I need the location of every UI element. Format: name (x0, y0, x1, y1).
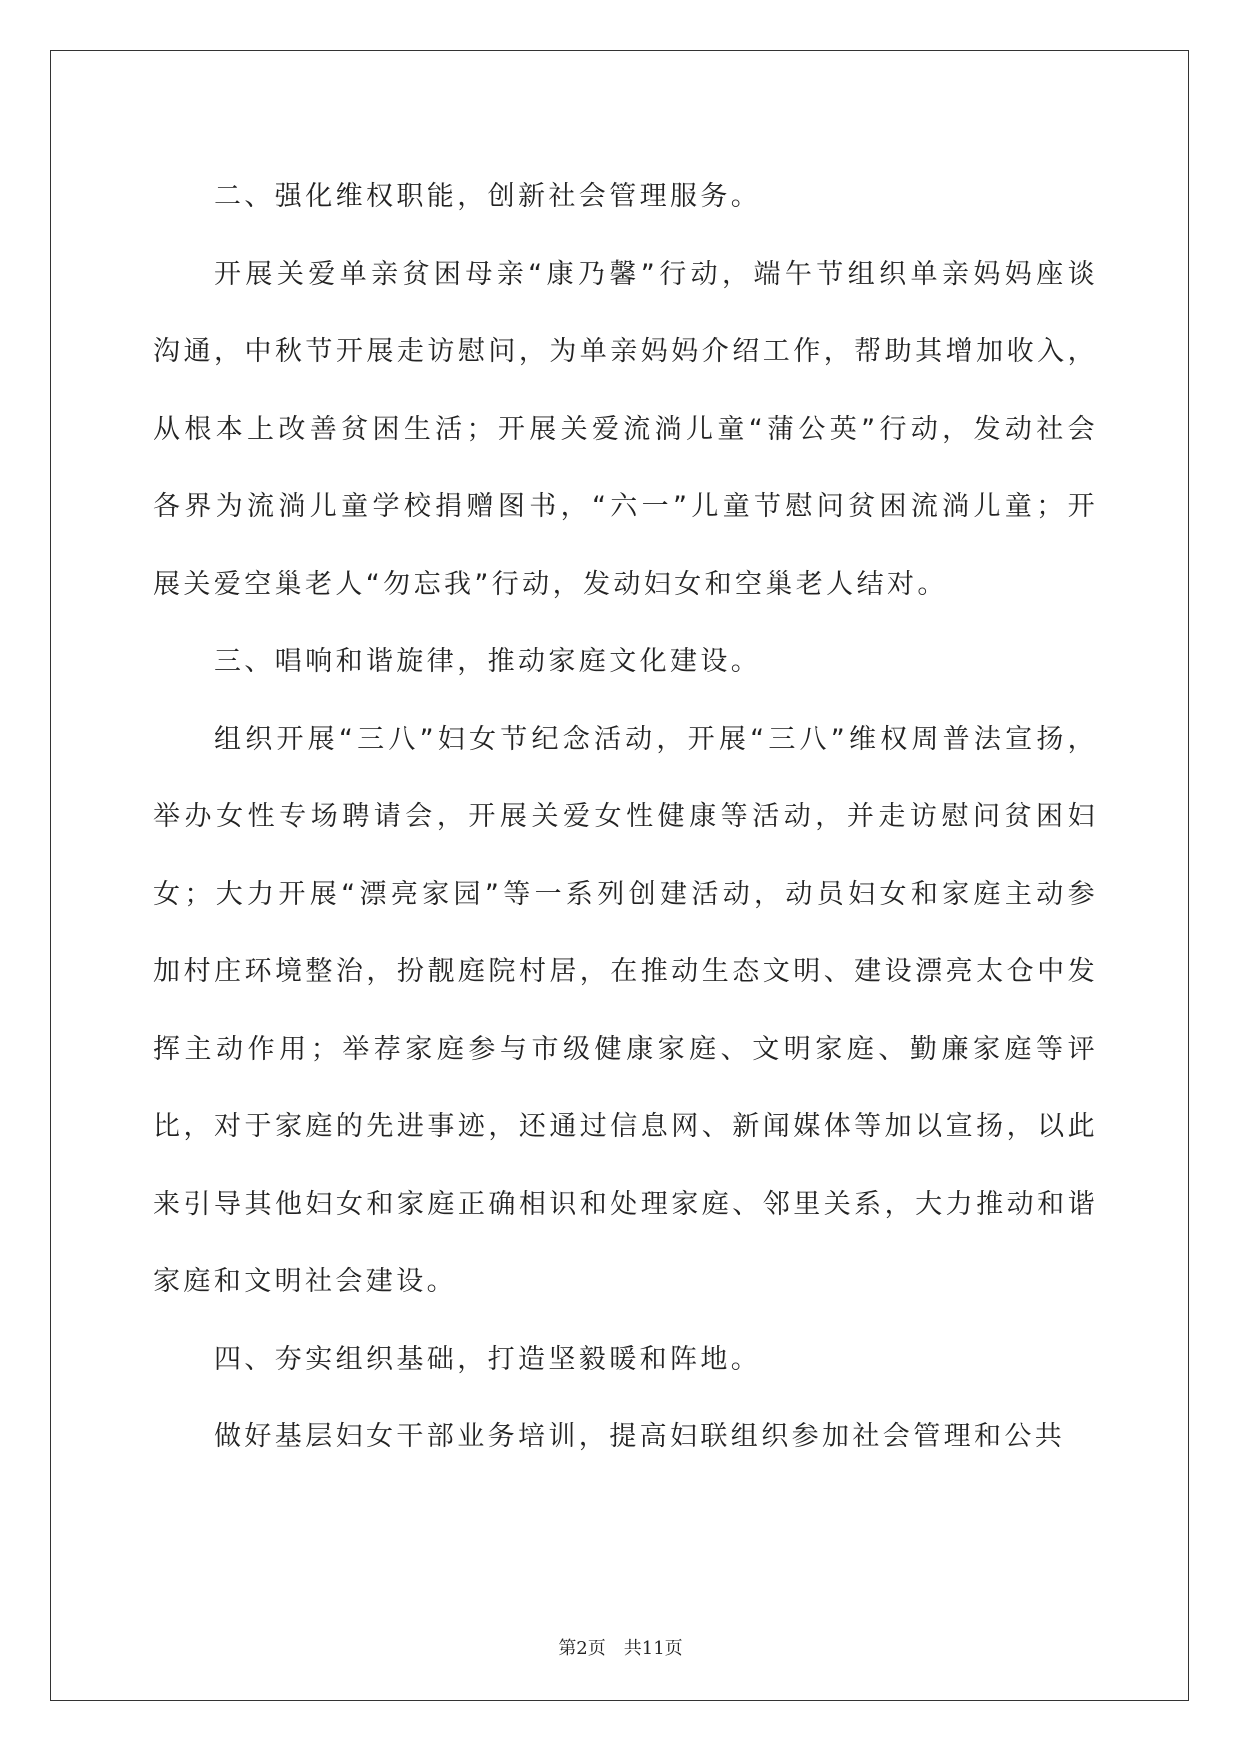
page-footer (0, 1634, 1241, 1660)
section-heading-2: 二、强化维权职能，创新社会管理服务。 (214, 181, 762, 212)
paragraph: 做好基层妇女干部业务培训，提高妇联组织参加社会管理和公共 (214, 1421, 1066, 1452)
section-heading-4: 四、夯实组织基础，打造坚毅暖和阵地。 (214, 1343, 762, 1375)
section-heading-3: 三、唱响和谐旋律，推动家庭文化建设。 (214, 646, 762, 677)
paragraph: 组织开展“三八”妇女节纪念活动，开展“三八”维权周普法宣扬，举办女性专场聘请会，开展关爱女性健康等活动，并走访慰问贫困妇女；大力开展“漂亮家园”等一系列创建活动，动员妇女和家庭主动参加村庄环境整治，扮靓庭院村居，在推动生态文明、建设漂亮太仓中发挥主动作用；举荐家庭参与市级健康家庭、文明家庭、勤廉家庭等评比，对于家庭的先进事迹，还通过信息网、新闻媒体等加以宣扬，以此来引导其他妇女和家庭正确相识和处理家庭、邻里关系，大力推动和谐家庭和文明社会建设。 (153, 723, 1098, 1297)
document-body (153, 158, 1098, 1476)
page-total: 共11页 (623, 1638, 683, 1659)
page-number: 第2页 (558, 1638, 606, 1659)
paragraph: 开展关爱单亲贫困母亲“康乃馨”行动，端午节组织单亲妈妈座谈沟通，中秋节开展走访慰问，为单亲妈妈介绍工作，帮助其增加收入，从根本上改善贫困生活；开展关爱流淌儿童“蒲公英”行动，发动社会各界为流淌儿童学校捐赠图书，“六一”儿童节慰问贫困流淌儿童；开展关爱空巢老人“勿忘我”行动，发动妇女和空巢老人结对。 (153, 258, 1098, 600)
